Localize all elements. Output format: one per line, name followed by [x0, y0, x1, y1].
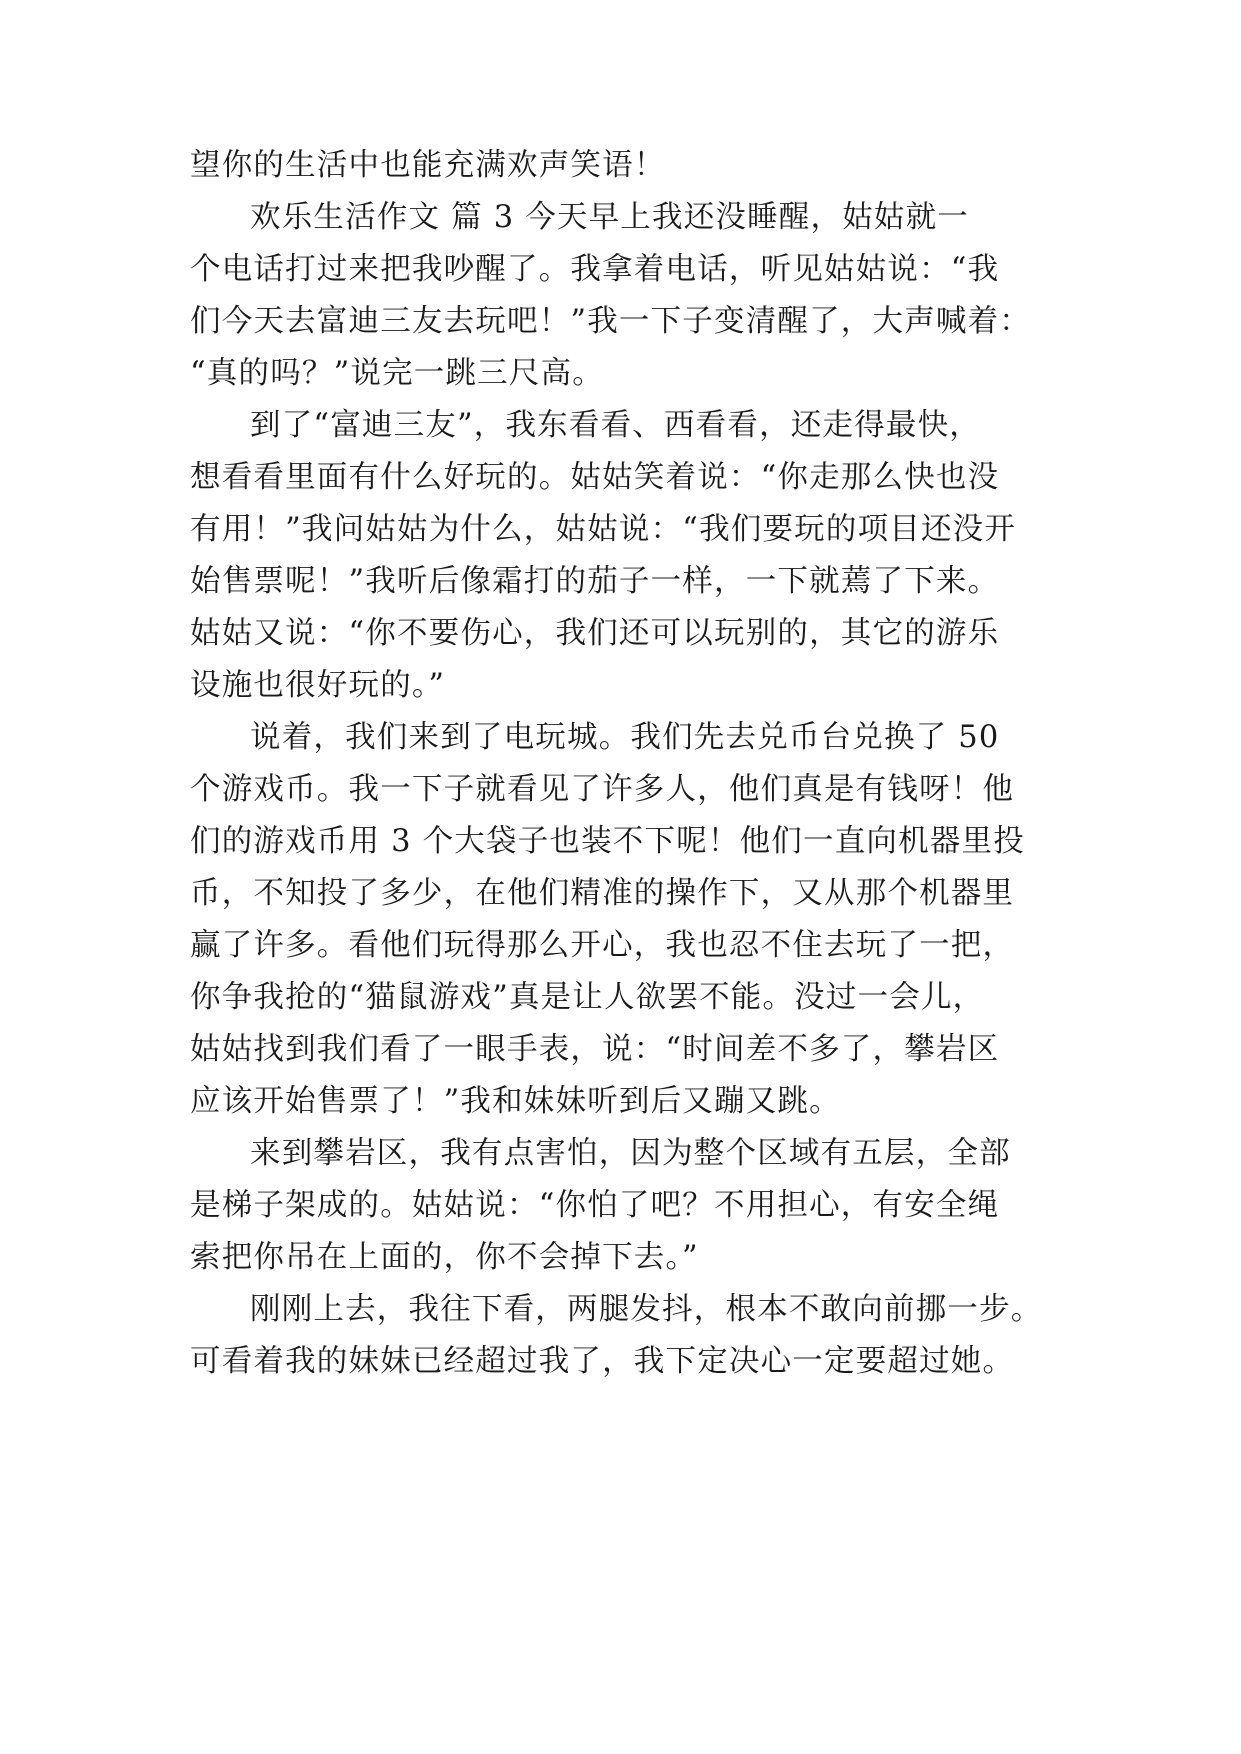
text-line: 想看看里面有什么好玩的。姑姑笑着说：“你走那么快也没	[190, 460, 1000, 495]
text-line: 说着，我们来到了电玩城。我们先去兑币台兑换了 50	[250, 720, 1000, 755]
text-line: 可看着我的妹妹已经超过我了，我下定决心一定要超过她。	[190, 1344, 1015, 1379]
text-line: 姑姑又说：“你不要伤心，我们还可以玩别的，其它的游乐	[190, 616, 1000, 651]
text-line: 望你的生活中也能充满欢声笑语！	[190, 148, 666, 183]
text-line: “真的吗？”说完一跳三尺高。	[190, 356, 604, 391]
text-line: 有用！”我问姑姑为什么，姑姑说：“我们要玩的项目还没开	[190, 512, 1017, 547]
text-line: 是梯子架成的。姑姑说：“你怕了吧？不用担心，有安全绳	[190, 1188, 1000, 1223]
text-line: 索把你吊在上面的，你不会掉下去。”	[190, 1240, 699, 1275]
text-line: 到了“富迪三友”，我东看看、西看看，还走得最快，	[250, 408, 981, 443]
text-line: 个游戏币。我一下子就看见了许多人，他们真是有钱呀！他	[190, 772, 1015, 807]
text-line: 你争我抢的“猫鼠游戏”真是让人欲罢不能。没过一会儿，	[190, 980, 985, 1015]
text-line: 姑姑找到我们看了一眼手表，说：“时间差不多了，攀岩区	[190, 1032, 1000, 1067]
text-line: 始售票呢！”我听后像霜打的茄子一样，一下就蔫了下来。	[190, 564, 1000, 599]
text-line: 应该开始售票了！”我和妹妹听到后又蹦又跳。	[190, 1084, 841, 1119]
text-line: 设施也很好玩的。”	[190, 668, 446, 703]
text-line: 刚刚上去，我往下看，两腿发抖，根本不敢向前挪一步。	[250, 1292, 1043, 1327]
text-line: 们今天去富迪三友去玩吧！”我一下子变清醒了，大声喊着：	[190, 304, 1031, 339]
text-line: 们的游戏币用 3 个大袋子也装不下呢！他们一直向机器里投	[190, 824, 1025, 859]
text-line: 欢乐生活作文 篇 3 今天早上我还没睡醒，姑姑就一	[250, 200, 969, 235]
text-line: 来到攀岩区，我有点害怕，因为整个区域有五层，全部	[250, 1136, 1011, 1171]
text-line: 个电话打过来把我吵醒了。我拿着电话，听见姑姑说：“我	[190, 252, 1000, 287]
text-line: 赢了许多。看他们玩得那么开心，我也忍不住去玩了一把，	[190, 928, 1015, 963]
text-line: 币，不知投了多少，在他们精准的操作下，又从那个机器里	[190, 876, 1015, 911]
